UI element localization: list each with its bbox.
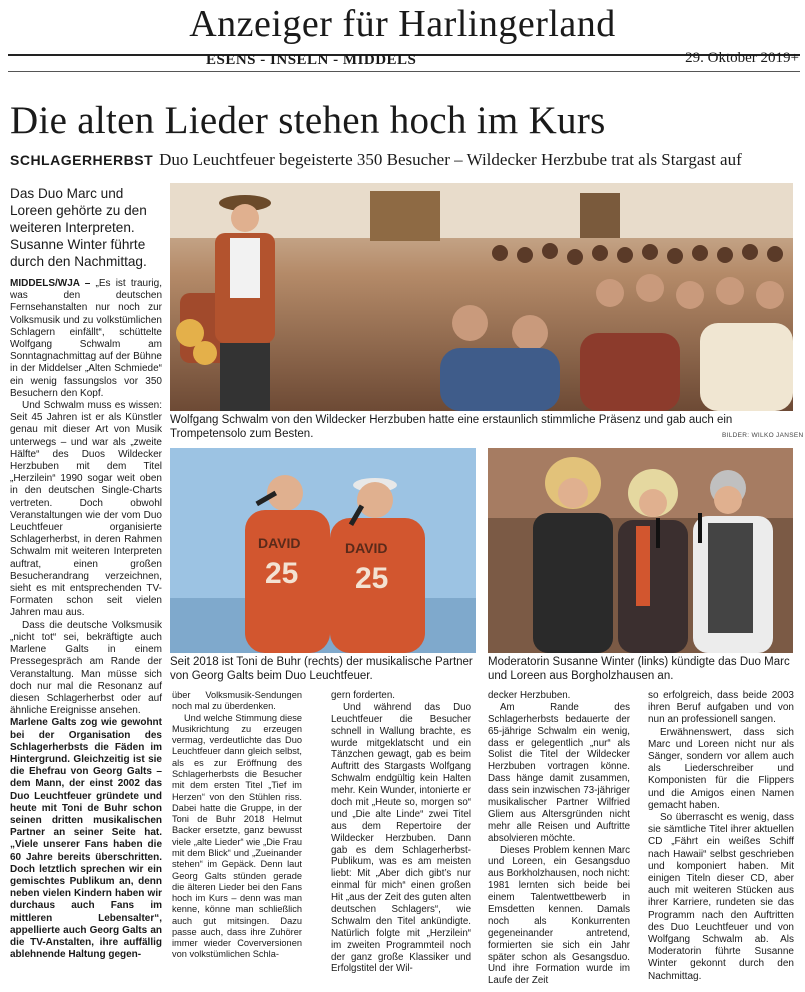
duo-photo-caption: Seit 2018 ist Toni de Buhr (rechts) der musikalische Partner von Georg Galts beim Duo Leuchtfeuer. (170, 656, 473, 682)
col5-paragraph-2: Erwähnenswert, dass sich Marc und Loreen nicht nur als Sänger, sondern vor allem auch als Liederschreiber und Komponisten für die Flippers und die Amigos einen Namen gemacht haben. (648, 726, 794, 811)
moderator-singers-image (488, 448, 793, 653)
article-column-1 (10, 278, 162, 961)
subheadline-text: Duo Leuchtfeuer begeisterte 350 Besucher – Wildecker Herzbube trat als Stargast auf (159, 150, 742, 169)
newspaper-title: Anzeiger für Harlingerland (189, 3, 616, 45)
col4-paragraph-1: decker Herzbuben. (488, 690, 571, 701)
photo-credit: BILDER: WILKO JANSEN (722, 432, 804, 439)
masthead-date: 29. Oktober 2019+ (685, 50, 799, 66)
article-column-5 (648, 690, 794, 983)
article-headline: Die alten Lieder stehen hoch im Kurs (10, 99, 606, 142)
col3-paragraph-1: gern forderten. (331, 690, 395, 701)
article-subheadline (10, 150, 742, 170)
article-column-4 (488, 690, 630, 987)
col5-paragraph-3: So überrascht es wenig, dass sie sämtliche Titel ihrer aktuellen CD „Fährt ein weißes Schiff nach Hawaii“ selbst geschrieben und komponiert haben. Mit einigen Titeln dieser CD, aber auch mit weiteren Stücken aus ihrer Karriere, rundeten sie das Programm nach den Auftritten des Duo Leuchtfeuer und von Wolfgang Schwalm ab. Als Moderatorin führte Susanne Winter gekonnt durch den Nachmittag. (648, 812, 794, 982)
masthead-rule-thin (8, 71, 800, 72)
main-photo (170, 183, 793, 411)
col1-paragraph-3: Dass die deutsche Volksmusik „nicht tot“ sei, bekräftigte auch Marlene Galts in einem Pressegespräch am Rande der Veranstaltung. Man müsse sich doch nur mal die Resonanz auf diesen Schlagerherbst oder auf ähnliche Ereignisse ansehen. (10, 619, 162, 717)
col4-paragraph-3: Dieses Problem kennen Marc und Loreen, ein Gesangsduo aus Borkholzhausen, noch nicht: 1981 lernten sich beide bei einem Talentwettbewerb in Emsdetten kennen. Damals noch als Konkurrenten gegeneinander antretend, formierten sie sich ein Jahr später schon als Gesangsduo. Und ihre Formation wurde im Laufe der Zeit (488, 844, 630, 987)
col1-paragraph-4: Marlene Galts zog wie gewohnt bei der Organisation des Schlagerherbsts die Fäden im Hintergrund. Gleichzeitig ist sie die Ehefrau von Georg Galts – dem Mann, der einst 2002 das Duo Leuchtfeuer gründete und heute mit Toni de Buhr schon seinen dritten musikalischen Partner an seiner Seite hat. „Viele unserer Fans haben die 60 Jahre bereits überschritten. Doch letztlich sprechen wir ein gemischtes Publikum an, denn neben vielen Kindern haben wir durchaus auch Fans im mittleren Lebensalter“, appellierte auch Georg Galts an die TV-Anstalten, ihre auffällig ablehnende Haltung gegen- (10, 717, 162, 961)
moderator-photo (488, 448, 793, 653)
shirt-number-right: 25 (355, 562, 389, 595)
moderator-photo-caption: Moderatorin Susanne Winter (links) kündigte das Duo Marc und Loreen aus Borgholzhausen an. (488, 656, 790, 682)
concert-audience-image (170, 183, 793, 411)
shirt-text-left: DAVID (258, 535, 301, 551)
article-teaser: Das Duo Marc und Loreen gehörte zu den weiteren Interpreten. Susanne Winter führte durch den Nachmittag. (10, 186, 147, 269)
article-dateline: MIDDELS/WJA – (10, 278, 91, 289)
shirt-text-right: DAVID (345, 540, 388, 556)
masthead-region: ESENS - INSELN - MIDDELS (206, 52, 417, 68)
col1-paragraph-1 (10, 278, 162, 400)
col1-paragraph-2: Und Schwalm muss es wissen: Seit 45 Jahren ist er als Künstler genau mit dieser Art von Musik unterwegs – und war als „zweite Hälfte“ des Duos Wildecker Herzbuben mit dem Titel „Herzilein“ 1990 sogar weit oben in den deutschen Single-Charts vertreten. Doch obwohl Veranstaltungen wie der vom Duo Leuchtfeuer organisierte Schlagerherbst, in deren Rahmen Schwalm mit weiteren Interpreten auftrat, einen großen Besucherandrang verzeichnen, sieht es mit entsprechenden TV-Formaten schon seit vielen Jahren mau aus. (10, 400, 162, 619)
masthead (0, 0, 805, 80)
col2-paragraph-2: Und welche Stimmung diese Musikrichtung zu erzeugen vermag, verdeutlichte das Duo Leuchtfeuer dann gleich selbst, als es zur Eröffnung des Schlagerherbsts die Besucher mit dem ersten Titel „Tief im Herzen“ von den Stühlen riss. Dabei hatte die Gruppe, in der Toni de Buhr 2018 Helmut Backer ersetzte, ganz bewusst viele „alte Lieder“ wie „Die Frau mit dem Blick“ und „Zueinander stehen“ im Gepäck. Denn laut Georg Galts stünden gerade die älteren Lieder bei den Fans hoch im Kurs – denn was man kenne, könne man schließlich auch gut mitsingen. Dazu passe auch, dass ihre Zuhörer immer wieder Coverversionen von volkstümlichen Schla- (172, 712, 302, 960)
col4-paragraph-2: Am Rande des Schlagerherbsts bedauerte der 65-jährige Schwalm ein wenig, dass er gelegentlich „nur“ als Solist die Titel der Wildecker Herzbuben vortragen könne. Dass hänge damit zusammen, dass sein inzwischen 73-jähriger musikalischer Partner Wilfried Gliem aus Altersgründen nicht mehr alle Reisen und Auftritte absolvieren möchte. (488, 701, 630, 844)
col3-paragraph-2: Und während das Duo Leuchtfeuer die Besucher schnell in Wallung brachte, es wurde mitgeklatscht und ein Tänzchen gewagt, gab es beim Auftritt des Stargasts Wolfgang Schwalm endgültig kein Halten mehr. Kein Wunder, intonierte er doch mit „Heute so, morgen so“ und „Die alte Linde“ zwei Titel aus dem Repertoire der Wildecker Herzbuben. Dann gab es dem Schlagerherbst-Publikum, was es am meisten liebt: Mit „Aber dich gibt’s nur einmal für mich“ einen großen Hit „aus der Zeit des guten alten deutschen Schlagers“, wie Schwalm den Titel ankündigte. Natürlich folgte mit „Herzilein“ im zweiten Programmteil noch der ganz große Klassiker und Erfolgstitel der Wil- (331, 701, 471, 975)
duo-leuchtfeuer-photo (170, 448, 476, 653)
main-photo-caption: Wolfgang Schwalm von den Wildecker Herzbuben hatte eine erstaunlich stimmliche Präsenz und gab auch ein Trompetensolo zum Besten. (170, 414, 733, 440)
singers-image (170, 448, 476, 653)
article-column-3 (331, 690, 471, 975)
col5-paragraph-1: so erfolgreich, dass beide 2003 ihren Beruf aufgaben und von nun an professionell sangen. (648, 690, 794, 726)
col2-paragraph-1: über Volksmusik-Sendungen noch mal zu überdenken. (172, 690, 302, 712)
shirt-number-left: 25 (265, 557, 299, 590)
col1-text-1: „Es ist traurig, was den deutschen Fernsehanstalten nur noch zur Volksmusik und zu volkstümlichen Schlagern einfällt“, schüttelte Wolfgang Schwalm am Sonntagnachmittag auf der Bühne in der Middelser „Alten Schmiede“ ein wenig fassungslos vor 350 Besuchern den Kopf. (10, 278, 162, 399)
article-column-2 (172, 690, 302, 961)
article-kicker: SCHLAGERHERBST (10, 152, 154, 168)
